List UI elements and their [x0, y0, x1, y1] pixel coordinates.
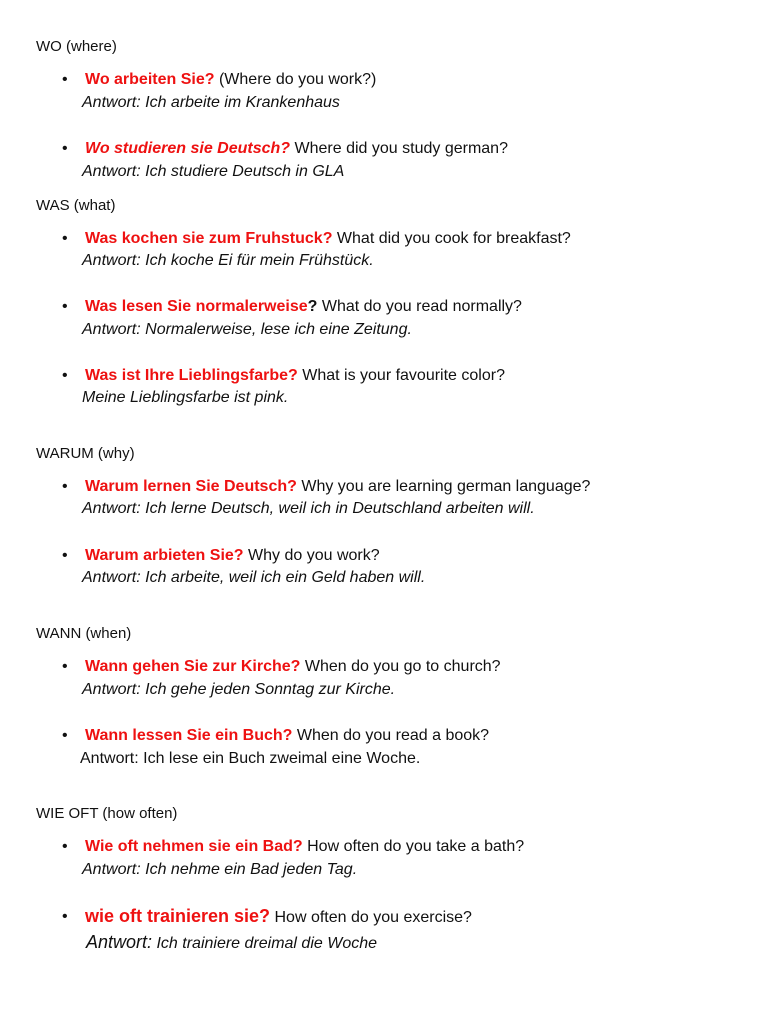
question-line	[85, 906, 472, 928]
section-heading-was: WAS (what)	[36, 197, 116, 214]
german-question: Wo arbeiten Sie?	[85, 71, 215, 88]
section-heading-wo: WO (where)	[36, 38, 117, 55]
german-question: wie oft trainieren sie?	[85, 906, 271, 926]
bullet: •	[62, 838, 68, 855]
question-line	[85, 229, 571, 249]
answer-text: Antwort: Ich studiere Deutsch in GLA	[82, 163, 345, 180]
german-question: Wann gehen Sie zur Kirche?	[85, 658, 301, 675]
english-translation: When do you go to church?	[300, 658, 501, 675]
english-translation: How often do you exercise?	[270, 909, 472, 926]
bullet: •	[62, 658, 68, 675]
english-translation: (Where do you work?)	[214, 71, 377, 88]
english-translation: Where did you study german?	[290, 140, 508, 157]
answer-text: Antwort: Ich arbeite im Krankenhaus	[82, 94, 340, 111]
section-heading-wann: WANN (when)	[36, 625, 132, 642]
bullet: •	[62, 71, 68, 88]
german-question: Warum arbieten Sie?	[85, 547, 244, 564]
answer-text: Antwort: Ich gehe jeden Sonntag zur Kirche.	[82, 681, 396, 698]
section-heading-wie-oft: WIE OFT (how often)	[36, 805, 178, 822]
bullet: •	[62, 727, 68, 744]
english-translation: How often do you take a bath?	[302, 838, 525, 855]
question-line	[85, 70, 376, 90]
answer-text: Antwort: Ich koche Ei für mein Frühstück.	[82, 252, 374, 269]
answer-text: Antwort: Ich lese ein Buch zweimal eine Woche.	[80, 750, 421, 767]
question-line	[85, 837, 524, 857]
bullet: •	[62, 298, 68, 315]
german-question: Wo studieren sie Deutsch?	[85, 140, 291, 157]
answer-text: Antwort: Ich arbeite, weil ich ein Geld haben will.	[82, 569, 426, 586]
english-translation: Why do you work?	[243, 547, 380, 564]
english-translation: What do you read normally?	[317, 298, 522, 315]
question-line	[85, 477, 590, 497]
question-line	[85, 546, 380, 566]
german-question: Was kochen sie zum Fruhstuck?	[85, 230, 333, 247]
english-translation: Why you are learning german language?	[296, 478, 591, 495]
german-question: Wann lessen Sie ein Buch?	[85, 727, 293, 744]
english-translation: What did you cook for breakfast?	[332, 230, 571, 247]
bullet: •	[62, 908, 68, 925]
question-line	[85, 366, 505, 386]
german-question: Was lesen Sie normalerweise	[85, 298, 308, 315]
question-mark: ?	[307, 298, 318, 315]
german-question: Was ist Ihre Lieblingsfarbe?	[85, 367, 298, 384]
answer-text: Meine Lieblingsfarbe ist pink.	[82, 389, 289, 406]
bullet: •	[62, 478, 68, 495]
answer-prefix: Antwort:	[86, 932, 153, 952]
answer-text	[86, 932, 377, 954]
bullet: •	[62, 230, 68, 247]
question-line	[85, 297, 522, 317]
question-line	[85, 139, 508, 159]
question-line	[85, 657, 501, 677]
bullet: •	[62, 367, 68, 384]
section-heading-warum: WARUM (why)	[36, 445, 135, 462]
german-question: Warum lernen Sie Deutsch?	[85, 478, 297, 495]
answer-text: Antwort: Ich nehme ein Bad jeden Tag.	[82, 861, 358, 878]
bullet: •	[62, 547, 68, 564]
question-line	[85, 726, 489, 746]
answer-text: Antwort: Ich lerne Deutsch, weil ich in Deutschland arbeiten will.	[82, 500, 535, 517]
answer-body: Ich trainiere dreimal die Woche	[152, 935, 378, 952]
bullet: •	[62, 140, 68, 157]
german-question: Wie oft nehmen sie ein Bad?	[85, 838, 303, 855]
english-translation: When do you read a book?	[292, 727, 490, 744]
english-translation: What is your favourite color?	[297, 367, 505, 384]
answer-text: Antwort: Normalerweise, lese ich eine Zeitung.	[82, 321, 412, 338]
